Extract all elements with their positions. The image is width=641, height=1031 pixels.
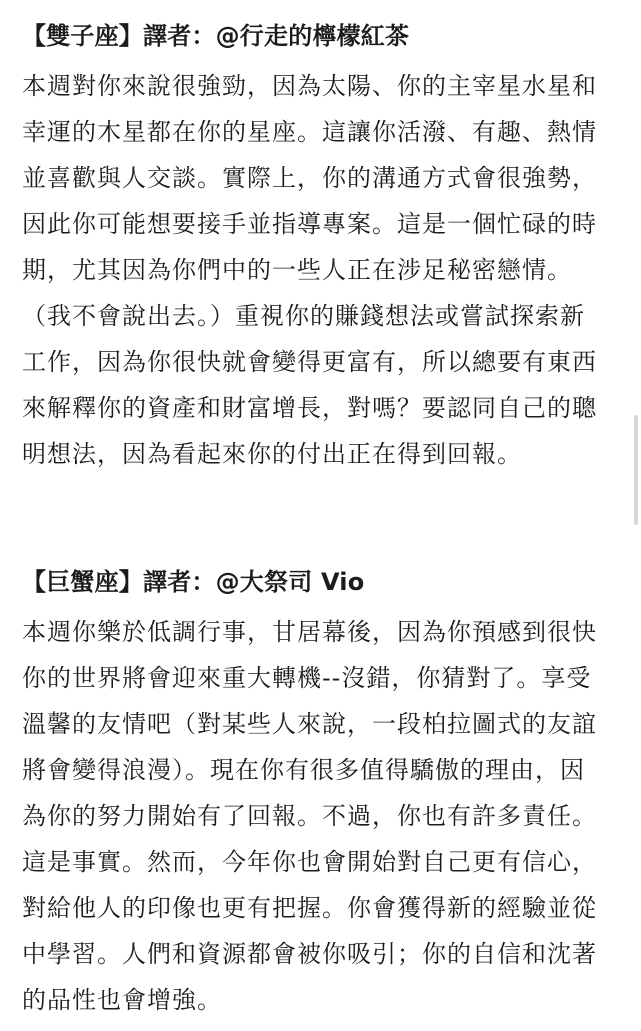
cancer-line-5: 為你的努力開始有了回報。不過，你也有許多責任。 [22,802,597,830]
cancer-heading: 【巨蟹座】譯者：@大祭司 Vio [22,568,365,596]
gemini-line-5: 期，尤其因為你們中的一些人正在涉足秘密戀情。 [22,256,572,284]
vertical-scrollbar[interactable] [634,415,638,525]
cancer-line-7: 對給他人的印像也更有把握。你會獲得新的經驗並從 [22,894,597,922]
gemini-line-8: 來解釋你的資產和財富增長，對嗎？要認同自己的聰 [22,394,597,422]
gemini-section [22,20,622,485]
cancer-line-2: 你的世界將會迎來重大轉機--沒錯，你猜對了。享受 [22,664,592,692]
gemini-line-7: 工作，因為你很快就會變得更富有，所以總要有東西 [22,348,597,376]
cancer-line-4: 將會變得浪漫）。現在你有很多值得驕傲的理由，因 [22,756,585,784]
cancer-line-9: 的品性也會增強。 [22,986,222,1014]
cancer-section [22,566,622,1031]
cancer-line-1: 本週你樂於低調行事，甘居幕後，因為你預感到很快 [22,618,597,646]
gemini-line-6: （我不會說出去。）重視你的賺錢想法或嘗試探索新 [22,302,585,330]
gemini-heading: 【雙子座】譯者：@行走的檸檬紅茶 [22,22,410,50]
gemini-line-1: 本週對你來說很強勁，因為太陽、你的主宰星水星和 [22,72,597,100]
gemini-line-4: 因此你可能想要接手並指導專案。這是一個忙碌的時 [22,210,597,238]
gemini-line-9: 明想法，因為看起來你的付出正在得到回報。 [22,440,522,468]
gemini-line-3: 並喜歡與人交談。實際上，你的溝通方式會很強勢， [22,164,597,192]
gemini-line-2: 幸運的木星都在你的星座。這讓你活潑、有趣、熱情 [22,118,597,146]
cancer-line-3: 溫馨的友情吧（對某些人來說，一段柏拉圖式的友誼 [22,710,597,738]
cancer-line-6: 這是事實。然而，今年你也會開始對自己更有信心， [22,848,597,876]
cancer-line-8: 中學習。人們和資源都會被你吸引；你的自信和沈著 [22,940,597,968]
